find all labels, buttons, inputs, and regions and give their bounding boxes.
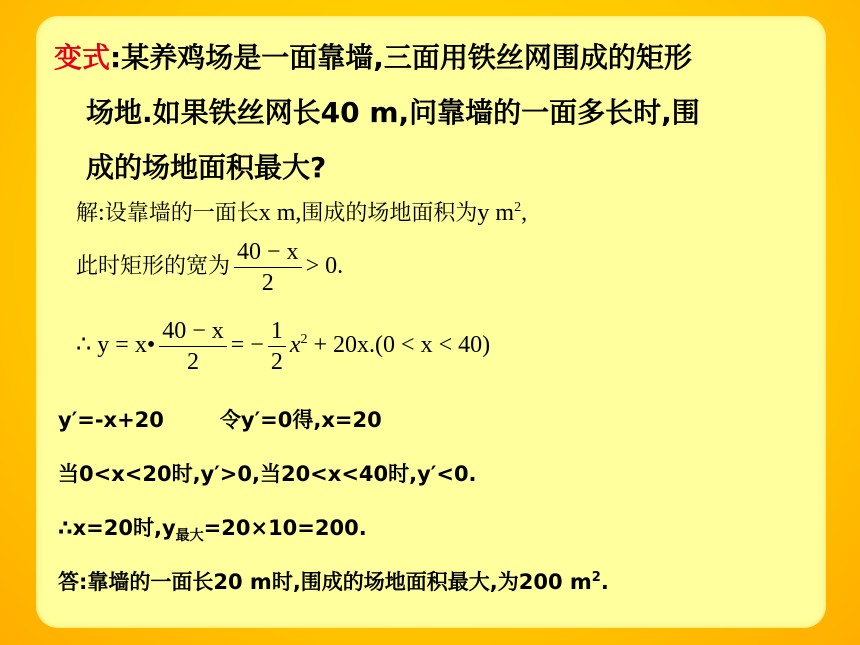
solution-line-3: ∴ y = x• $\frac{40 - x}{2}$ = − $\frac{1}{2}$ $x^2 + 20x.(0 < x < 40)$: [76, 318, 491, 375]
derivative-line: y′=-x+20 令y′=0得,x=20: [58, 408, 382, 432]
area-fraction: $\frac{40 - x}{2}$: [159, 316, 227, 377]
half-fraction: $\frac{1}{2}$: [268, 316, 286, 377]
problem-line-3: 成的场地面积最大?: [86, 151, 327, 184]
problem-line-1: [54, 30, 822, 85]
width-fraction: $\frac{40 - x}{2}$: [234, 237, 302, 298]
problem-line-2: 场地.如果铁丝网长40 m,问靠墙的一面多长时,围: [86, 96, 700, 129]
answer-line: 答:靠墙的一面长20 m时,围成的场地面积最大,为200 $m^2$.: [58, 570, 609, 594]
problem-statement: [54, 30, 822, 195]
sign-analysis-line: 当0<x<20时,y′>0,当20<x<40时,y′<0.: [58, 462, 477, 486]
problem-line-1-text: :某养鸡场是一面靠墙,三面用铁丝网围成的矩形: [110, 41, 692, 74]
maximum-line: ∴x=20时$,y_{最大}=20\times 10=200$.: [58, 516, 367, 545]
variant-tag: 变式: [54, 41, 111, 74]
solution-line-1: 解:设靠墙的一面长x m,围成的场地面积为y $m^2$,: [76, 200, 528, 226]
solution-line-2: 此时矩形的宽为 $\frac{40 - x}{2}$ > 0.: [76, 239, 344, 296]
